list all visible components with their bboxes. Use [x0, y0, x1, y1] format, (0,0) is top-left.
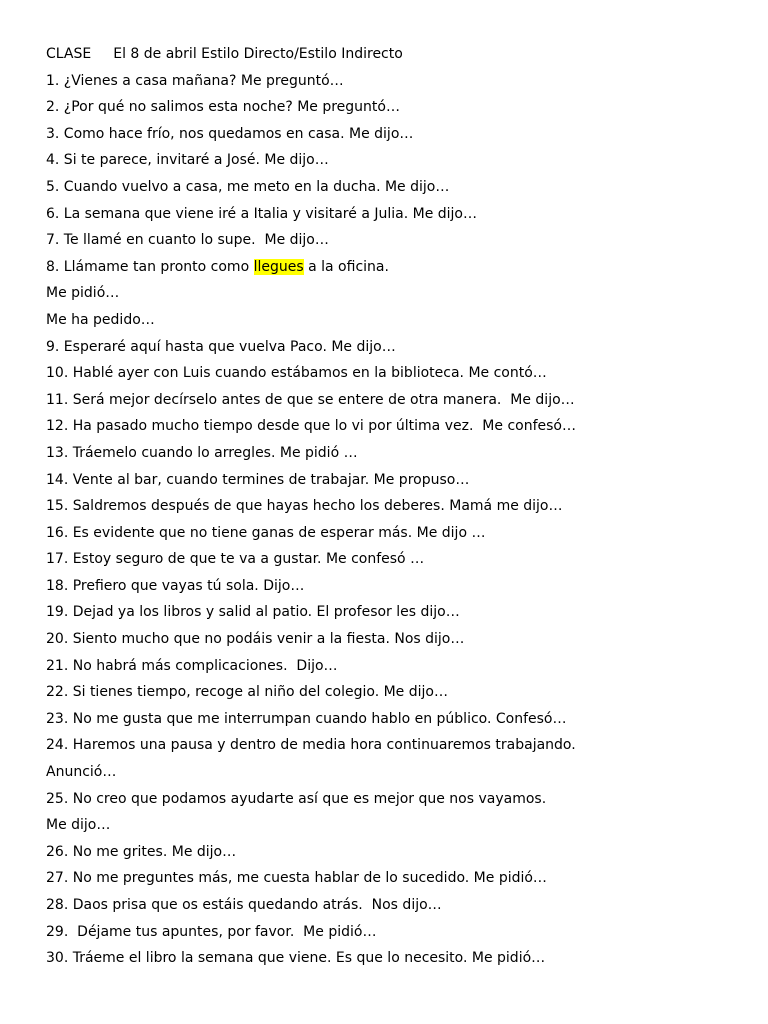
- exercise-line: 22. Si tienes tiempo, recoge al niño del colegio. Me dijo…: [46, 684, 448, 701]
- exercise-line: 4. Si te parece, invitaré a José. Me dijo…: [46, 152, 329, 169]
- exercise-line: 20. Siento mucho que no podáis venir a la fiesta. Nos dijo…: [46, 631, 465, 648]
- exercise-line: 19. Dejad ya los libros y salid al patio. El profesor les dijo…: [46, 604, 460, 621]
- exercise-line: 15. Saldremos después de que hayas hecho los deberes. Mamá me dijo…: [46, 498, 563, 515]
- document-header: [46, 41, 746, 68]
- highlighted-word: llegues: [253, 258, 304, 275]
- exercise-line: 14. Vente al bar, cuando termines de trabajar. Me propuso…: [46, 471, 470, 488]
- exercise-line: 11. Será mejor decírselo antes de que se entere de otra manera. Me dijo…: [46, 391, 575, 408]
- exercise-line: 9. Esperaré aquí hasta que vuelva Paco. Me dijo…: [46, 338, 396, 355]
- exercise-line: Me dijo…: [46, 817, 111, 834]
- class-label: CLASE: [46, 46, 92, 62]
- exercise-line: 3. Como hace frío, nos quedamos en casa. Me dijo…: [46, 125, 414, 142]
- exercise-line: 10. Hablé ayer con Luis cuando estábamos en la biblioteca. Me contó…: [46, 365, 547, 382]
- exercise-line: 16. Es evidente que no tiene ganas de esperar más. Me dijo …: [46, 524, 486, 541]
- exercise-line: 29. Déjame tus apuntes, por favor. Me pidió…: [46, 923, 377, 940]
- exercise-line: 28. Daos prisa que os estáis quedando atrás. Nos dijo…: [46, 897, 442, 913]
- exercise-line: 12. Ha pasado mucho tiempo desde que lo vi por última vez. Me confesó…: [46, 418, 576, 435]
- exercise-line: 27. No me preguntes más, me cuesta hablar de lo sucedido. Me pidió…: [46, 870, 547, 887]
- line8-before: 8. Llámame tan pronto como: [46, 258, 254, 275]
- exercise-line: 17. Estoy seguro de que te va a gustar. Me confesó …: [46, 551, 425, 568]
- document-title: El 8 de abril Estilo Directo/Estilo Indirecto: [113, 46, 403, 62]
- exercise-line: 23. No me gusta que me interrumpan cuando hablo en público. Confesó…: [46, 710, 567, 727]
- exercise-line: Me ha pedido…: [46, 311, 155, 328]
- exercise-line: Me pidió…: [46, 285, 120, 302]
- exercise-line: 7. Te llamé en cuanto lo supe. Me dijo…: [46, 232, 329, 249]
- exercise-line: 25. No creo que podamos ayudarte así que es mejor que nos vayamos.: [46, 790, 547, 807]
- exercise-line: Anunció…: [46, 764, 117, 781]
- exercise-line: 2. ¿Por qué no salimos esta noche? Me preguntó…: [46, 99, 400, 116]
- exercise-line-8: [46, 254, 746, 281]
- exercise-line: 1. ¿Vienes a casa mañana? Me preguntó…: [46, 72, 344, 89]
- exercise-line: 24. Haremos una pausa y dentro de media hora continuaremos trabajando.: [46, 737, 576, 754]
- exercise-line: 5. Cuando vuelvo a casa, me meto en la ducha. Me dijo…: [46, 178, 450, 195]
- document-page: [46, 41, 746, 972]
- line8-after: a la oficina.: [303, 258, 389, 275]
- exercise-line: 26. No me grites. Me dijo…: [46, 843, 237, 860]
- exercise-line: 21. No habrá más complicaciones. Dijo…: [46, 657, 338, 674]
- exercise-line: 30. Tráeme el libro la semana que viene. Es que lo necesito. Me pidió…: [46, 950, 546, 967]
- exercise-line: 6. La semana que viene iré a Italia y visitaré a Julia. Me dijo…: [46, 205, 477, 222]
- exercise-line: 13. Tráemelo cuando lo arregles. Me pidió …: [46, 444, 358, 461]
- exercise-line: 18. Prefiero que vayas tú sola. Dijo…: [46, 577, 305, 594]
